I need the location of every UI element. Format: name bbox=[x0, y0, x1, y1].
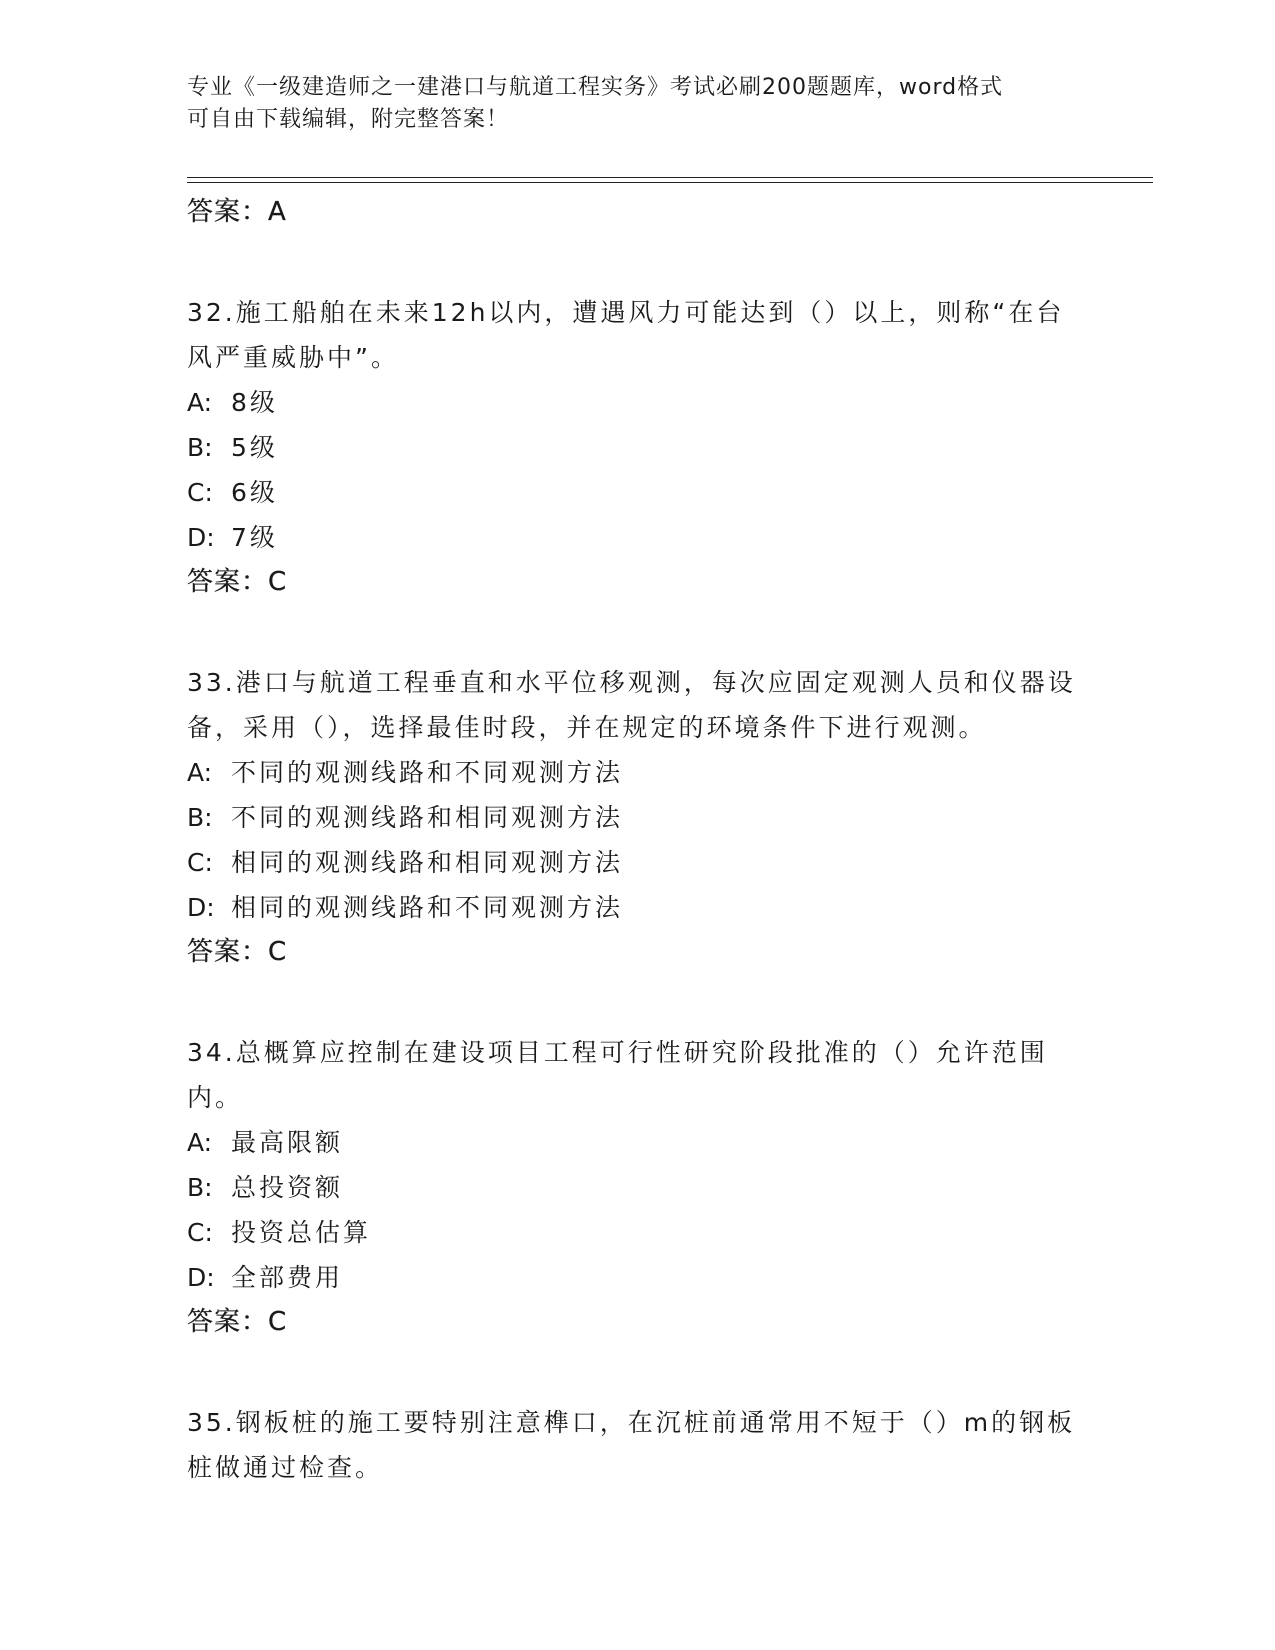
option-text: 7级 bbox=[231, 523, 278, 552]
option-label: A: bbox=[187, 388, 213, 417]
option-a bbox=[187, 750, 1087, 795]
option-label: A: bbox=[187, 758, 213, 787]
option-label: D: bbox=[187, 1263, 215, 1292]
option-label: B: bbox=[187, 1173, 213, 1202]
option-label: A: bbox=[187, 1128, 213, 1157]
header-line-1: 专业《一级建造师之一建港口与航道工程实务》考试必刷200题题库，word格式 bbox=[187, 75, 1004, 100]
answer-line: 答案：C bbox=[187, 1307, 288, 1337]
option-text: 6级 bbox=[231, 478, 278, 507]
option-label: B: bbox=[187, 803, 213, 832]
header-rule-top bbox=[187, 177, 1153, 178]
option-text: 8级 bbox=[231, 388, 278, 417]
header-line-2: 可自由下载编辑，附完整答案！ bbox=[187, 107, 510, 132]
option-text: 最高限额 bbox=[231, 1128, 344, 1157]
option-label: C: bbox=[187, 848, 213, 877]
option-c bbox=[187, 840, 1087, 885]
option-b bbox=[187, 795, 1087, 840]
document-header bbox=[187, 72, 1087, 136]
option-label: D: bbox=[187, 893, 215, 922]
option-b bbox=[187, 425, 1087, 470]
question-stem: 32.施工船舶在未来12h以内，遭遇风力可能达到（）以上，则称“在台风严重威胁中”。 bbox=[187, 298, 1065, 372]
question-stem: 34.总概算应控制在建设项目工程可行性研究阶段批准的（）允许范围内。 bbox=[187, 1038, 1048, 1112]
answer-line: 答案：C bbox=[187, 567, 288, 597]
question-34 bbox=[187, 1030, 1087, 1344]
option-d bbox=[187, 515, 1087, 560]
option-a bbox=[187, 380, 1087, 425]
question-32 bbox=[187, 290, 1087, 604]
option-text: 总投资额 bbox=[231, 1173, 344, 1202]
option-b bbox=[187, 1165, 1087, 1210]
option-d bbox=[187, 1255, 1087, 1300]
option-text: 相同的观测线路和不同观测方法 bbox=[231, 893, 624, 922]
option-text: 相同的观测线路和相同观测方法 bbox=[231, 848, 624, 877]
option-label: C: bbox=[187, 478, 213, 507]
option-label: B: bbox=[187, 433, 213, 462]
question-stem: 35.钢板桩的施工要特别注意榫口，在沉桩前通常用不短于（）m的钢板桩做通过检查。 bbox=[187, 1408, 1076, 1482]
question-35 bbox=[187, 1400, 1087, 1490]
option-text: 全部费用 bbox=[231, 1263, 344, 1292]
option-label: C: bbox=[187, 1218, 213, 1247]
option-d bbox=[187, 885, 1087, 930]
option-text: 不同的观测线路和不同观测方法 bbox=[231, 758, 624, 787]
option-text: 不同的观测线路和相同观测方法 bbox=[231, 803, 624, 832]
answer-line: 答案：C bbox=[187, 937, 288, 967]
answer-line: 答案：A bbox=[187, 197, 287, 227]
question-stem: 33.港口与航道工程垂直和水平位移观测，每次应固定观测人员和仪器设备，采用（），选择最佳时段，并在规定的环境条件下进行观测。 bbox=[187, 668, 1076, 742]
option-label: D: bbox=[187, 523, 215, 552]
header-rule-bottom bbox=[187, 182, 1153, 183]
question-list bbox=[187, 190, 1087, 1490]
option-c bbox=[187, 470, 1087, 515]
option-c bbox=[187, 1210, 1087, 1255]
option-text: 5级 bbox=[231, 433, 278, 462]
question-33 bbox=[187, 660, 1087, 974]
option-a bbox=[187, 1120, 1087, 1165]
option-text: 投资总估算 bbox=[231, 1218, 372, 1247]
